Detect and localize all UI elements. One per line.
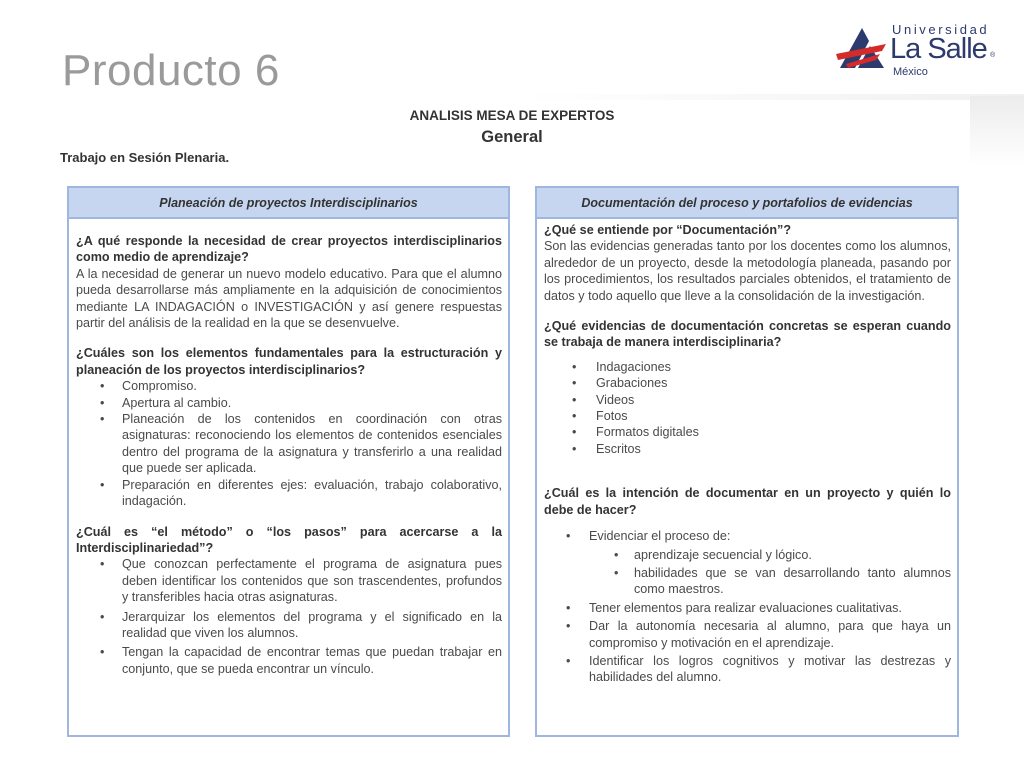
answer-1: Son las evidencias generadas tanto por los docentes como los alumnos, alrededor de un proyecto, desde la metodología planeada, pasando por los procedimientos, los resultados parciales obtenidos, el tratamiento de datos y todo aquello que lleve a la consolidación de la investigación.	[544, 239, 951, 303]
list-item: • Planeación de los contenidos en coordinación con otras asignaturas: reconociendo los elementos de contenidos esenciales dentro del programa de la asignatura y transferirlo a una realidad que puede ser aplicada.	[76, 411, 502, 477]
list-item: • Que conozcan perfectamente el programa de asignatura pues deben identificar los contenidos que son trascendentes, profundos y transferibles hacia otras asignaturas.	[76, 556, 502, 605]
panel-planeacion-title: Planeación de proyectos Interdisciplinarios	[69, 188, 508, 219]
list-item: • Dar la autonomía necesaria al alumno, para que haya un compromiso y motivación en el aprendizaje.	[544, 618, 951, 651]
elements-list	[76, 378, 502, 509]
university-logo	[836, 22, 1004, 80]
list-item: • Fotos	[544, 408, 951, 424]
sublist-item: • aprendizaje secuencial y lógico.	[544, 547, 951, 563]
doc-subheading: General	[481, 128, 543, 146]
question-3: ¿Cuál es “el método” o “los pasos” para acercarse a la Interdisciplinariedad”?	[76, 524, 502, 555]
list-item: • Compromiso.	[76, 378, 502, 394]
panel-documentacion-body	[537, 219, 957, 686]
section-label: Trabajo en Sesión Plenaria.	[60, 150, 230, 165]
doc-heading: ANALISIS MESA DE EXPERTOS	[409, 108, 615, 123]
method-list	[76, 556, 502, 677]
evidence-list	[544, 359, 951, 457]
list-item: • Tengan la capacidad de encontrar temas que puedan trabajar en conjunto, que se pueda encontrar un vínculo.	[76, 644, 502, 677]
slide-title: Producto 6	[62, 46, 280, 95]
list-item: • Indagaciones	[544, 359, 951, 375]
list-item-text: Evidenciar el proceso de:	[589, 529, 731, 544]
question-3: ¿Cuál es la intención de documentar en un proyecto y quién lo debe de hacer?	[544, 486, 951, 517]
intention-sublist	[544, 547, 951, 598]
list-item: • Escritos	[544, 441, 951, 457]
question-1: ¿Qué se entiende por “Documentación”?	[544, 223, 792, 237]
panel-planeacion-body	[69, 219, 508, 677]
list-item: • Videos	[544, 392, 951, 408]
question-2: ¿Qué evidencias de documentación concretas se esperan cuando se trabaja de manera interdisciplinaria?	[544, 319, 951, 350]
question-2: ¿Cuáles son los elementos fundamentales para la estructuración y planeación de los proyectos interdisciplinarios?	[76, 346, 502, 377]
panel-planeacion	[67, 186, 510, 737]
question-1: ¿A qué responde la necesidad de crear proyectos interdisciplinarios como medio de aprendizaje?	[76, 234, 502, 265]
lasalle-star-icon	[836, 24, 888, 72]
logo-mexico: México	[893, 66, 928, 78]
list-item: • Formatos digitales	[544, 424, 951, 440]
sublist-item: • habilidades que se van desarrollando tanto alumnos como maestros.	[544, 565, 951, 598]
list-item: • Preparación en diferentes ejes: evaluación, trabajo colaborativo, indagación.	[76, 477, 502, 510]
answer-1: A la necesidad de generar un nuevo modelo educativo. Para que el alumno pueda desarrollarse más ampliamente en la adquisición de conocimientos mediante LA INDAGACIÓN o INVESTIGACIÓN y así genere respuestas partir del análisis de la realidad en la que se desenvuelve.	[76, 266, 502, 331]
list-item: • Apertura al cambio.	[76, 395, 502, 411]
logo-registered-mark: ®	[990, 52, 996, 59]
panel-documentacion-title: Documentación del proceso y portafolios de evidencias	[537, 188, 957, 219]
logo-lasalle: La Salle	[890, 33, 987, 65]
intention-list	[544, 528, 951, 686]
list-item: • Tener elementos para realizar evaluaciones cualitativas.	[544, 600, 951, 616]
list-item	[544, 528, 951, 598]
list-item: • Identificar los logros cognitivos y motivar las destrezas y habilidades del alumno.	[544, 653, 951, 686]
logo-universidad: Universidad	[892, 22, 990, 37]
panel-documentacion	[535, 186, 959, 737]
list-item: • Jerarquizar los elementos del programa y el significado en la realidad que viven los alumnos.	[76, 609, 502, 642]
decorative-fade-top	[520, 94, 1024, 100]
list-item: • Grabaciones	[544, 375, 951, 391]
